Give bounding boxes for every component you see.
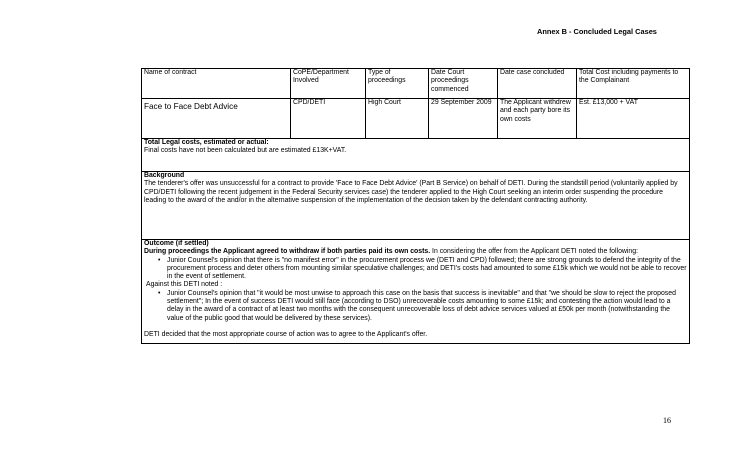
background-row [142, 172, 690, 240]
legal-costs-section [142, 139, 690, 172]
background-section [142, 172, 690, 240]
legal-costs-heading: Total Legal costs, estimated or actual: [144, 139, 269, 146]
proceedings-type-cell: High Court [366, 99, 429, 139]
column-header: Name of contract [142, 69, 291, 99]
legal-costs-row [142, 139, 690, 172]
background-heading: Background [144, 172, 185, 179]
outcome-conclusion: DETI decided that the most appropriate course of action was to agree to the Applicant's offer. [144, 330, 428, 338]
column-header: CoPE/Department Involved [291, 69, 366, 99]
outcome-heading: Outcome (if settled) [144, 240, 209, 247]
column-header: Type of proceedings [366, 69, 429, 99]
date-commenced-cell: 29 September 2009 [429, 99, 498, 139]
table-header-row [142, 69, 690, 99]
outcome-bullets-for [144, 257, 687, 282]
outcome-lead-bold: During proceedings the Applicant agreed to withdraw if both parties paid its own costs. [144, 248, 431, 256]
date-concluded-cell: The Applicant withdrew and each party bore its own costs [498, 99, 577, 139]
page-number: 16 [663, 416, 671, 425]
outcome-intro [144, 248, 687, 256]
outcome-lead-rest: In considering the offer from the Applicant DETI noted the following: [430, 248, 638, 256]
annex-title: Annex B - Concluded Legal Cases [537, 27, 657, 36]
background-text: The tenderer's offer was unsuccessful for a contract to provide 'Face to Face Debt Advice' (Part B Service) on behalf of DETI. During the standstill period (voluntarily applied by CPD/DETI following the recent judgement in the Federal Security services case) the tenderer applied to the High Court seeking an interim order suspending the procedure leading to the award of the and/or in the alternative suspension of the implementation of the decision taken by the defendant contracting authority. [144, 180, 678, 204]
list-item: • Junior Counsel's opinion that "it would be most unwise to approach this case on the basis that success is inevitable" and that "we should be slow to reject the proposed settlement"; In the event of success DETI would still face (according to DSO) unrecoverable costs amounting to some £15k; and contesting the action would lead to a delay in the award of a contract of at least two months with the consequent unrecoverable loss of debt advice services valued at £50k per month (notwithstanding the value of the public good that would be delivered by these services). [167, 290, 687, 323]
column-header: Date Court proceedings commenced [429, 69, 498, 99]
table-row [142, 99, 690, 139]
column-header: Date case concluded [498, 69, 577, 99]
list-item: • Junior Counsel's opinion that there is "no manifest error" in the procurement process we (DETI and CPD) followed; there are strong grounds to defend the integrity of the procurement process and deter others from mounting similar speculative challenges; and DETI's costs had amounted to some £15k which we would not be able to recover in the event of settlement. [167, 257, 687, 282]
outcome-bullets-against [144, 290, 687, 323]
column-header: Total Cost including payments to the Complainant [577, 69, 690, 99]
against-text: Against this DETI noted : [146, 281, 223, 289]
legal-costs-text: Final costs have not been calculated but are estimated £13K+VAT. [144, 147, 347, 155]
contract-name-cell: Face to Face Debt Advice [142, 99, 291, 139]
outcome-row [142, 240, 690, 344]
department-cell: CPD/DETI [291, 99, 366, 139]
total-cost-cell: Est. £13,000 + VAT [577, 99, 690, 139]
outcome-section [142, 240, 690, 344]
concluded-legal-cases-table [141, 68, 690, 344]
